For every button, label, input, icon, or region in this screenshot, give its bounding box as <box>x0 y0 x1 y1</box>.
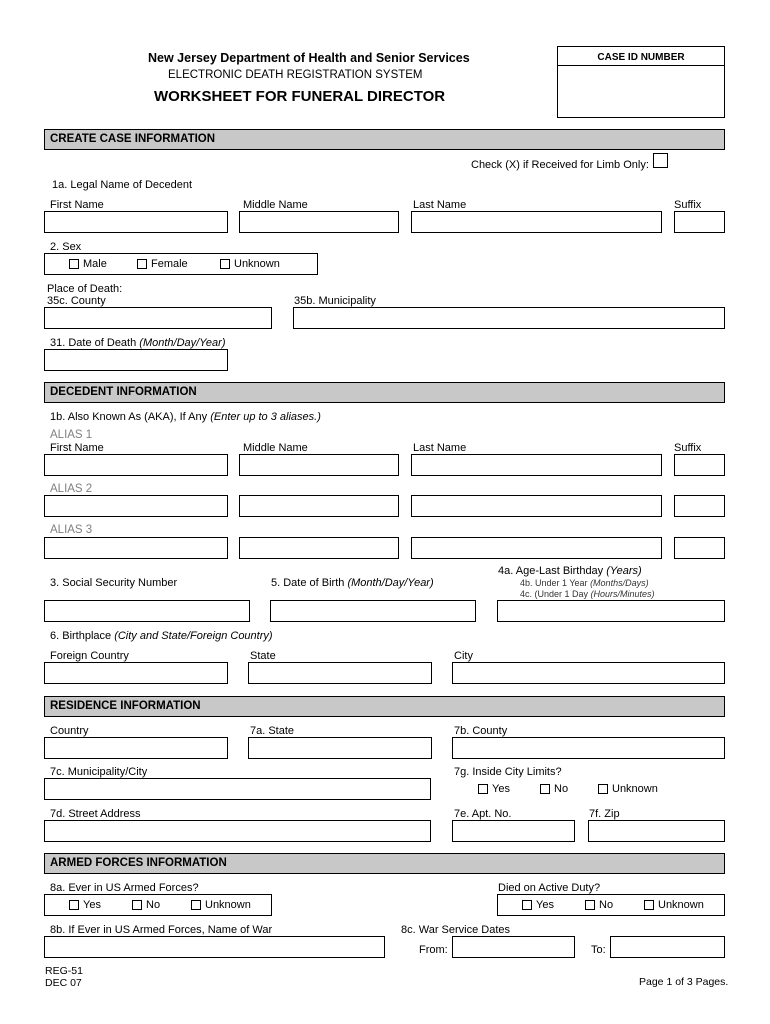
ever-armed-label: 8a. Ever in US Armed Forces? <box>50 882 199 894</box>
municipality-field[interactable] <box>293 307 725 329</box>
inside-city-label: 7g. Inside City Limits? <box>454 766 562 778</box>
active-duty-no-checkbox[interactable] <box>585 900 595 910</box>
inside-city-yes-label: Yes <box>492 783 510 795</box>
limb-only-checkbox[interactable] <box>653 153 668 168</box>
res-state-field[interactable] <box>248 737 432 759</box>
birth-state-label: State <box>250 650 276 662</box>
inside-city-yes-checkbox[interactable] <box>478 784 488 794</box>
zip-label: 7f. Zip <box>589 808 620 820</box>
aka-hint: (Enter up to 3 aliases.) <box>210 411 321 423</box>
dob-text: 5. Date of Birth <box>271 577 348 589</box>
birth-city-label: City <box>454 650 473 662</box>
limb-only-label: Check (X) if Received for Limb Only: <box>471 159 649 171</box>
legal-name-label: 1a. Legal Name of Decedent <box>52 179 193 191</box>
aka-label <box>50 411 321 424</box>
war-name-field[interactable] <box>44 936 385 958</box>
suffix-label: Suffix <box>674 199 702 211</box>
sex-male-checkbox[interactable] <box>69 259 79 269</box>
alias3-first-field[interactable] <box>44 537 228 559</box>
ssn-label: 3. Social Security Number <box>50 577 178 589</box>
alias3-middle-field[interactable] <box>239 537 399 559</box>
alias3-last-field[interactable] <box>411 537 662 559</box>
dob-hint: (Month/Day/Year) <box>347 577 434 589</box>
alias-last-name-label: Last Name <box>413 442 467 454</box>
inside-city-no-checkbox[interactable] <box>540 784 550 794</box>
suffix-field[interactable] <box>674 211 725 233</box>
section-decedent: DECEDENT INFORMATION <box>44 382 725 403</box>
case-id-label-row <box>558 47 724 66</box>
active-duty-unknown-checkbox[interactable] <box>644 900 654 910</box>
ever-armed-yes-checkbox[interactable] <box>69 900 79 910</box>
active-duty-label: Died on Active Duty? <box>498 882 601 894</box>
section-create-case: CREATE CASE INFORMATION <box>44 129 725 150</box>
alias-first-name-label: First Name <box>50 442 104 454</box>
date-of-death-field[interactable] <box>44 349 228 371</box>
agency-title: New Jersey Department of Health and Senior Services <box>148 51 470 65</box>
section-residence: RESIDENCE INFORMATION <box>44 696 725 717</box>
ever-armed-no-checkbox[interactable] <box>132 900 142 910</box>
zip-field[interactable] <box>588 820 725 842</box>
ever-armed-no-label: No <box>146 899 161 911</box>
alias2-label: ALIAS 2 <box>50 483 93 495</box>
alias2-middle-field[interactable] <box>239 495 399 517</box>
res-municipality-label: 7c. Municipality/City <box>50 766 148 778</box>
birthplace-label <box>50 630 273 643</box>
res-county-field[interactable] <box>452 737 725 759</box>
alias1-label: ALIAS 1 <box>50 429 93 441</box>
alias2-last-field[interactable] <box>411 495 662 517</box>
sex-unknown-checkbox[interactable] <box>220 259 230 269</box>
sex-label: 2. Sex <box>50 241 82 253</box>
form-title: WORKSHEET FOR FUNERAL DIRECTOR <box>154 88 446 105</box>
middle-name-label: Middle Name <box>243 199 308 211</box>
age-field[interactable] <box>497 600 725 622</box>
alias2-suffix-field[interactable] <box>674 495 725 517</box>
active-duty-unknown-label: Unknown <box>658 899 704 911</box>
war-name-label: 8b. If Ever in US Armed Forces, Name of War <box>50 924 273 936</box>
ever-armed-unknown-checkbox[interactable] <box>191 900 201 910</box>
war-from-label: From: <box>419 944 448 956</box>
municipality-label: 35b. Municipality <box>294 295 376 307</box>
birthplace-hint: (City and State/Foreign Country) <box>114 630 273 642</box>
res-county-label: 7b. County <box>454 725 508 737</box>
last-name-field[interactable] <box>411 211 662 233</box>
ever-armed-unknown-label: Unknown <box>205 899 251 911</box>
last-name-label: Last Name <box>413 199 467 211</box>
form-date: DEC 07 <box>45 977 82 989</box>
case-id-label: CASE ID NUMBER <box>597 52 685 63</box>
street-address-label: 7d. Street Address <box>50 808 141 820</box>
age-4b-hint: (Months/Days) <box>590 578 649 588</box>
war-dates-label: 8c. War Service Dates <box>401 924 511 936</box>
age-4c-hint: (Hours/Minutes) <box>590 589 655 599</box>
place-of-death-label: Place of Death: <box>47 283 123 295</box>
alias-suffix-label: Suffix <box>674 442 702 454</box>
active-duty-yes-label: Yes <box>536 899 554 911</box>
ever-armed-yes-label: Yes <box>83 899 101 911</box>
active-duty-yes-checkbox[interactable] <box>522 900 532 910</box>
age-4c-text: 4c. (Under 1 Day <box>520 589 591 599</box>
res-state-label: 7a. State <box>250 725 295 737</box>
apt-label: 7e. Apt. No. <box>454 808 512 820</box>
ssn-field[interactable] <box>44 600 250 622</box>
age-hint: (Years) <box>606 565 642 577</box>
aka-text: 1b. Also Known As (AKA), If Any <box>50 411 211 423</box>
age-4b-label <box>520 578 649 589</box>
inside-city-unknown-checkbox[interactable] <box>598 784 608 794</box>
case-id-box[interactable] <box>557 46 725 118</box>
first-name-label: First Name <box>50 199 104 211</box>
sex-unknown-label: Unknown <box>234 258 280 270</box>
alias1-middle-field[interactable] <box>239 454 399 476</box>
birthplace-text: 6. Birthplace <box>50 630 115 642</box>
street-address-field[interactable] <box>44 820 431 842</box>
ever-armed-group <box>44 894 272 916</box>
sex-female-label: Female <box>151 258 188 270</box>
age-4b-text: 4b. Under 1 Year <box>520 578 591 588</box>
form-id: REG-51 <box>45 965 83 977</box>
dob-field[interactable] <box>270 600 476 622</box>
res-country-field[interactable] <box>44 737 228 759</box>
age-label <box>498 565 642 578</box>
inside-city-no-label: No <box>554 783 569 795</box>
sex-female-checkbox[interactable] <box>137 259 147 269</box>
war-to-field[interactable] <box>610 936 725 958</box>
system-title: ELECTRONIC DEATH REGISTRATION SYSTEM <box>168 69 423 81</box>
alias-middle-name-label: Middle Name <box>243 442 308 454</box>
alias3-label: ALIAS 3 <box>50 524 93 536</box>
inside-city-unknown-label: Unknown <box>612 783 658 795</box>
page-number: Page 1 of 3 Pages. <box>639 976 729 988</box>
birth-city-field[interactable] <box>452 662 725 684</box>
foreign-country-label: Foreign Country <box>50 650 129 662</box>
sex-male-label: Male <box>83 258 107 270</box>
alias3-suffix-field[interactable] <box>674 537 725 559</box>
age-text: 4a. Age-Last Birthday <box>498 565 607 577</box>
res-country-label: Country <box>50 725 89 737</box>
sex-group <box>44 253 318 275</box>
birth-state-field[interactable] <box>248 662 432 684</box>
county-field[interactable] <box>44 307 272 329</box>
war-to-label: To: <box>591 944 606 956</box>
alias1-last-field[interactable] <box>411 454 662 476</box>
middle-name-field[interactable] <box>239 211 399 233</box>
section-armed-forces: ARMED FORCES INFORMATION <box>44 853 725 874</box>
apt-field[interactable] <box>452 820 575 842</box>
dob-label <box>271 577 434 590</box>
alias1-first-field[interactable] <box>44 454 228 476</box>
age-4c-label <box>520 589 655 600</box>
date-of-death-hint: (Month/Day/Year) <box>139 337 226 349</box>
county-label: 35c. County <box>47 295 106 307</box>
res-municipality-field[interactable] <box>44 778 431 800</box>
foreign-country-field[interactable] <box>44 662 228 684</box>
war-from-field[interactable] <box>452 936 575 958</box>
alias2-first-field[interactable] <box>44 495 228 517</box>
active-duty-group <box>497 894 725 916</box>
first-name-field[interactable] <box>44 211 228 233</box>
alias1-suffix-field[interactable] <box>674 454 725 476</box>
active-duty-no-label: No <box>599 899 614 911</box>
date-of-death-text: 31. Date of Death <box>50 337 140 349</box>
